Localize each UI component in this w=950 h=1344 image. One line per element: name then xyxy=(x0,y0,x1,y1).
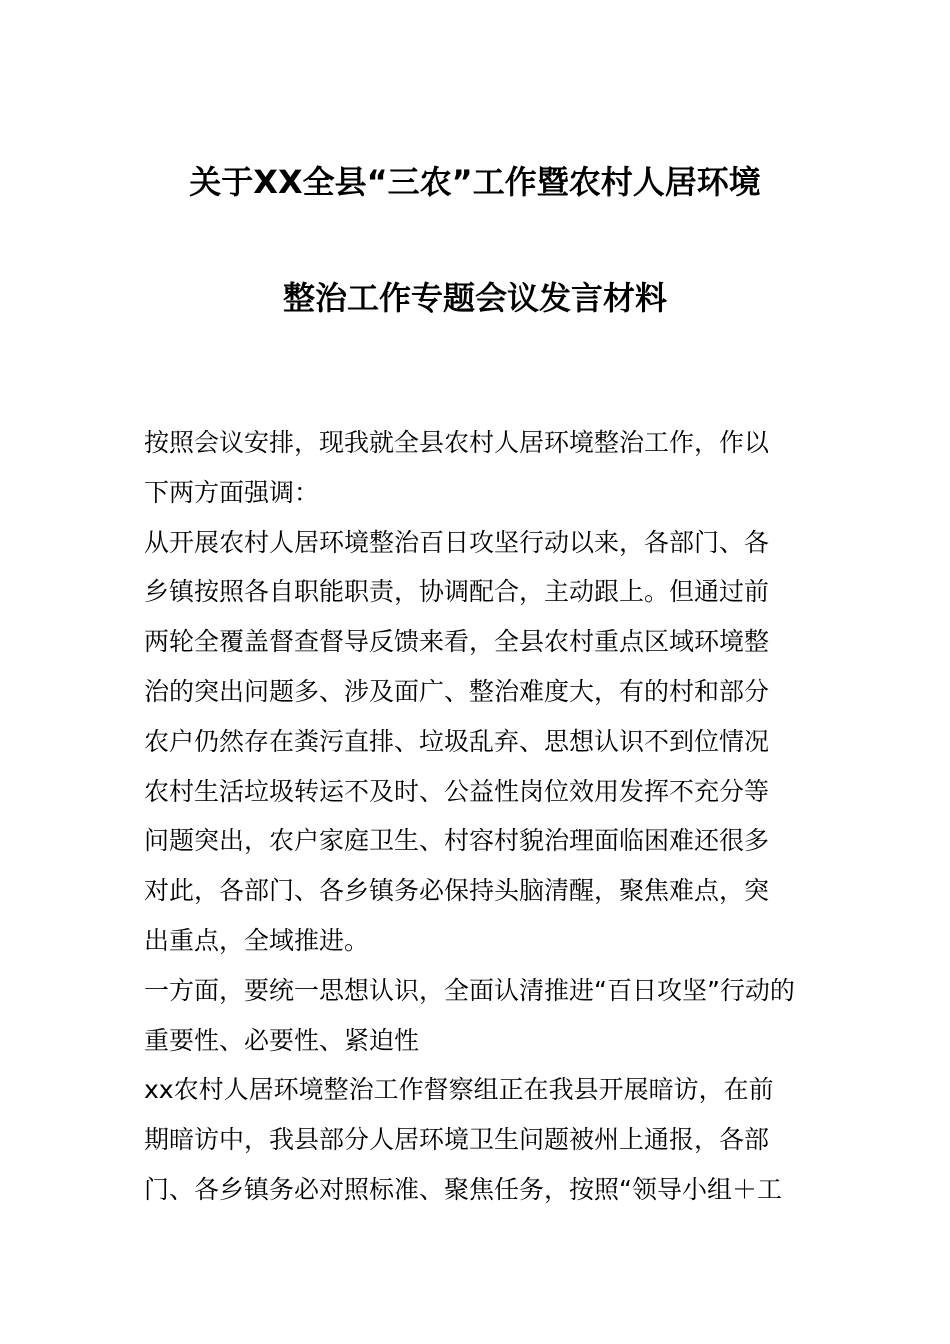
body-line: 按照会议安排，现我就全县农村人居环境整治工作，作以 xyxy=(144,428,770,457)
body-line: 农村生活垃圾转运不及时、公益性岗位效用发挥不充分等 xyxy=(144,776,770,806)
body-line: 治的突出问题多、涉及面广、整治难度大，有的村和部分 xyxy=(144,676,770,706)
document-title-line-2: 整治工作专题会议发言材料 xyxy=(282,279,667,317)
body-line: 出重点，全域推进。 xyxy=(144,925,370,955)
document-title-line-1: 关于XX全县“三农”工作暨农村人居环境 xyxy=(189,163,761,201)
body-line: 乡镇按照各自职能职责，协调配合，主动跟上。但通过前 xyxy=(144,577,770,607)
body-line: 一方面，要统一思想认识，全面认清推进“百日攻坚”行动的 xyxy=(144,975,795,1005)
body-line: 门、各乡镇务必对照标准、聚焦任务，按照“领导小组＋工 xyxy=(144,1174,782,1204)
body-line: 从开展农村人居环境整治百日攻坚行动以来，各部门、各 xyxy=(144,527,770,557)
body-line: xx农村人居环境整治工作督察组正在我县开展暗访，在前 xyxy=(144,1075,774,1105)
body-line: 下两方面强调： xyxy=(144,477,320,507)
body-line: 农户仍然存在粪污直排、垃圾乱弃、思想认识不到位情况 xyxy=(144,726,770,756)
body-line: 对此，各部门、各乡镇务必保持头脑清醒，聚焦难点，突 xyxy=(144,876,770,906)
body-line: 期暗访中，我县部分人居环境卫生问题被州上通报，各部 xyxy=(144,1125,770,1155)
body-line: 问题突出，农户家庭卫生、村容村貌治理面临困难还很多 xyxy=(144,826,770,856)
body-line: 重要性、必要性、紧迫性 xyxy=(144,1025,420,1055)
body-line: 两轮全覆盖督查督导反馈来看，全县农村重点区域环境整 xyxy=(144,627,770,657)
document-body xyxy=(144,418,814,1215)
